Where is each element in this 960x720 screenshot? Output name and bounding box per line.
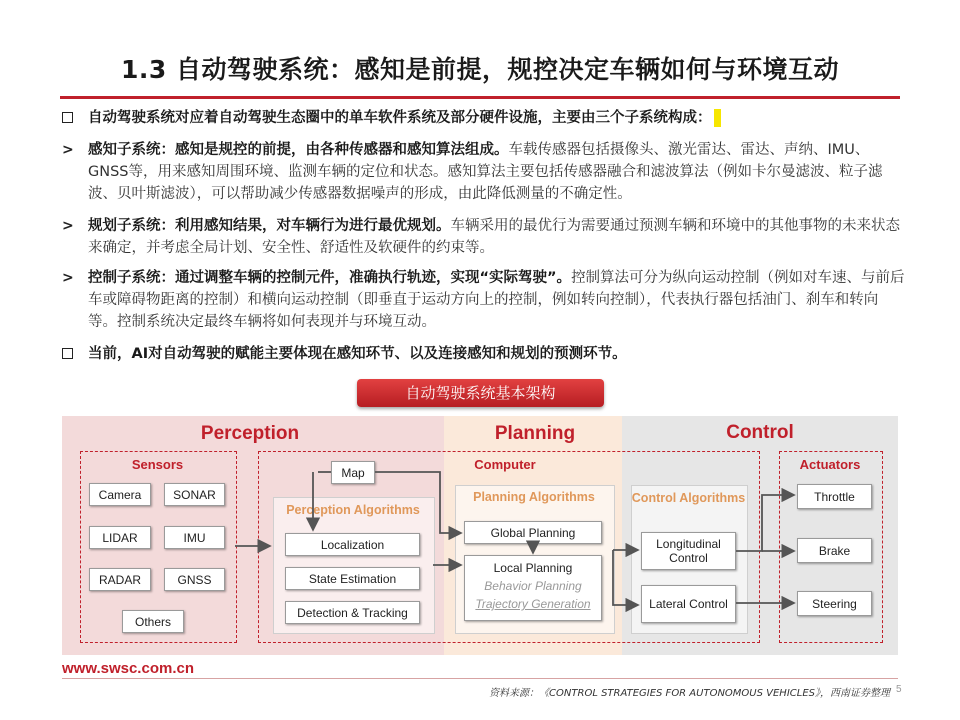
control-heading: Control xyxy=(726,422,794,443)
sensor-camera: Camera xyxy=(89,483,151,506)
chevron-right-icon: > xyxy=(62,270,74,286)
actuator-throttle: Throttle xyxy=(797,484,872,509)
bullet-ai-text: 当前，AI对自动驾驶的赋能主要体现在感知环节、以及连接感知和规划的预测环节。 xyxy=(88,346,627,362)
page-number: 5 xyxy=(896,684,902,695)
planning-algorithms-title: Planning Algorithms xyxy=(473,490,595,504)
chevron-right-icon: > xyxy=(62,218,74,234)
arrow-to-throttle xyxy=(736,495,794,551)
sensors-label: Sensors xyxy=(131,457,184,472)
actuators-label: Actuators xyxy=(799,457,861,472)
sensor-others: Others xyxy=(122,610,184,633)
sensor-radar: RADAR xyxy=(89,568,151,591)
actuator-steering: Steering xyxy=(797,591,872,616)
bullet-perception-heading: 感知子系统：感知是规控的前提，由各种传感器和感知算法组成。 xyxy=(88,142,509,158)
map-box: Map xyxy=(331,461,375,484)
behavior-planning-label: Behavior Planning xyxy=(484,579,582,593)
perception-algorithms-title: Perception Algorithms xyxy=(286,503,420,517)
bullet-planning-heading: 规划子系统：利用感知结果，对车辆行为进行最优规划。 xyxy=(88,218,451,234)
sensor-lidar: LIDAR xyxy=(89,526,151,549)
longitudinal-control-box: Longitudinal Control xyxy=(641,532,736,570)
diagram-banner: 自动驾驶系统基本架构 xyxy=(357,379,604,407)
computer-label: Computer xyxy=(474,457,536,472)
detection-tracking-box: Detection & Tracking xyxy=(285,601,420,624)
sensor-imu: IMU xyxy=(164,526,225,549)
localization-box: Localization xyxy=(285,533,420,556)
footer-url[interactable]: www.swsc.com.cn xyxy=(62,660,194,677)
actuator-brake: Brake xyxy=(797,538,872,563)
bullet-planning-text: 车辆采用的最优行为需要通过预测车辆和环境中的其他事物的未来状态来确定，并考虑全局计划、安全性、舒适性及软硬件的约束等。 xyxy=(88,218,900,256)
arrow-planning-to-lateral xyxy=(613,550,638,605)
state-estimation-box: State Estimation xyxy=(285,567,420,590)
sensor-gnss: GNSS xyxy=(164,568,225,591)
page-title: 1.3 自动驾驶系统：感知是前提，规控决定车辆如何与环境互动 xyxy=(121,55,839,84)
sensor-sonar: SONAR xyxy=(164,483,225,506)
arrow-map-to-global-planning xyxy=(375,472,461,533)
chevron-right-icon: > xyxy=(62,142,74,158)
bullet-control-heading: 控制子系统：通过调整车辆的控制元件，准确执行轨迹，实现“实际驾驶”。 xyxy=(88,270,572,286)
bullet-perception-text: 车载传感器包括摄像头、激光雷达、雷达、声纳、IMU、GNSS等，用来感知周围环境、监测车辆的定位和状态。感知算法主要包括传感器融合和滤波算法（例如卡尔曼滤波、粒子滤波、贝叶斯滤波），可以帮助减少传感器数据噪声的形成，由此降低测量的不确定性。 xyxy=(88,142,883,202)
footer-source: 资料来源：《CONTROL STRATEGIES FOR AUTONOMOUS VEHICLES》，西南证券整理 xyxy=(489,688,890,699)
bullet-overview-text: 自动驾驶系统对应着自动驾驶生态圈中的单车软件系统及部分硬件设施，主要由三个子系统构成： xyxy=(88,110,712,126)
trajectory-generation-label: Trajectory Generation xyxy=(475,597,591,611)
control-algorithms-title: Control Algorithms xyxy=(631,491,746,505)
bullet-control-text: 控制算法可分为纵向运动控制（例如对车速、与前后车或障碍物距离的控制）和横向运动控制（即垂直于运动方向上的控制，例如转向控制），代表执行器包括油门、刹车和转向等。控制系统决定最终车辆将如何表现并与环境互动。 xyxy=(88,270,905,330)
planning-heading: Planning xyxy=(494,423,576,444)
perception-heading: Perception xyxy=(200,423,300,444)
local-planning-label: Local Planning xyxy=(493,561,573,575)
lateral-control-box: Lateral Control xyxy=(641,585,736,623)
footer-divider xyxy=(62,678,898,679)
global-planning-box: Global Planning xyxy=(464,521,602,544)
